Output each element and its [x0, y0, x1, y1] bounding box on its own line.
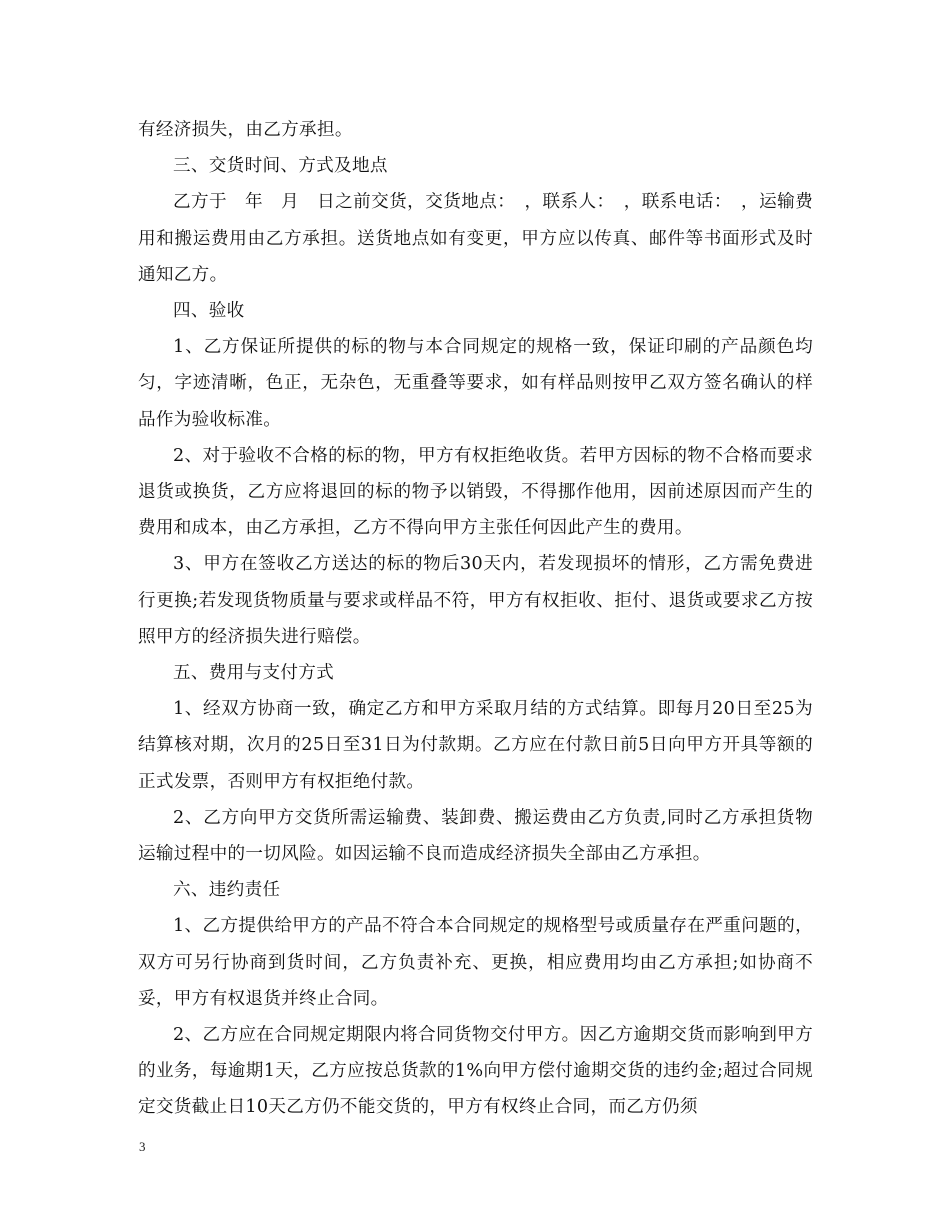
paragraph-p10: 2、乙方向甲方交货所需运输费、装卸费、搬运费由乙方负责,同时乙方承担货物运输过程中的一切风险。如因运输不良而造成经济损失全部由乙方承担。	[138, 807, 813, 865]
paragraph-p5: 1、乙方保证所提供的标的物与本合同规定的规格一致，保证印刷的产品颜色均匀，字迹清晰，色正，无杂色，无重叠等要求，如有样品则按甲乙双方签名确认的样品作为验收标准。	[138, 337, 813, 430]
paragraph-p6: 2、对于验收不合格的标的物，甲方有权拒绝收货。若甲方因标的物不合格而要求退货或换货，乙方应将退回的标的物予以销毁，不得挪作他用，因前述原因而产生的费用和成本，由乙方承担，乙方不得向甲方主张任何因此产生的费用。	[138, 445, 813, 539]
paragraph-p3: 乙方于 年 月 日之前交货，交货地点： ，联系人： ，联系电话： ，运输费用和搬运费用由乙方承担。送货地点如有变更，甲方应以传真、邮件等书面形式及时通知乙方。	[138, 192, 813, 285]
paragraph-p7: 3、甲方在签收乙方送达的标的物后30天内，若发现损坏的情形，乙方需免费进行更换;若发现货物质量与要求或样品不符，甲方有权拒收、拒付、退货或要求乙方按照甲方的经济损失进行赔偿。	[138, 554, 813, 647]
page-number: 3	[139, 1139, 146, 1154]
paragraph-p13: 2、乙方应在合同规定期限内将合同货物交付甲方。因乙方逾期交货而影响到甲方的业务，每逾期1天，乙方应按总货款的1%向甲方偿付逾期交货的违约金;超过合同规定交货截止日10天乙方仍不能交货的，甲方有权终止合同，而乙方仍须	[138, 1025, 813, 1118]
paragraph-p9: 1、经双方协商一致，确定乙方和甲方采取月结的方式结算。即每月20日至25为结算核对期，次月的25日至31日为付款期。乙方应在付款日前5日向甲方开具等额的正式发票，否则甲方有权拒绝付款。	[138, 699, 813, 792]
paragraph-p12: 1、乙方提供给甲方的产品不符合本合同规定的规格型号或质量存在严重问题的，双方可另行协商到货时间，乙方负责补充、更换，相应费用均由乙方承担;如协商不妥，甲方有权退货并终止合同。	[138, 916, 813, 1009]
paragraph-p11: 六、违约责任	[173, 880, 281, 901]
paragraph-p8: 五、费用与支付方式	[173, 663, 335, 684]
document-body	[138, 112, 813, 1126]
paragraph-p1: 有经济损失，由乙方承担。	[138, 120, 353, 140]
paragraph-p4: 四、验收	[173, 301, 245, 322]
paragraph-p2: 三、交货时间、方式及地点	[173, 156, 388, 177]
